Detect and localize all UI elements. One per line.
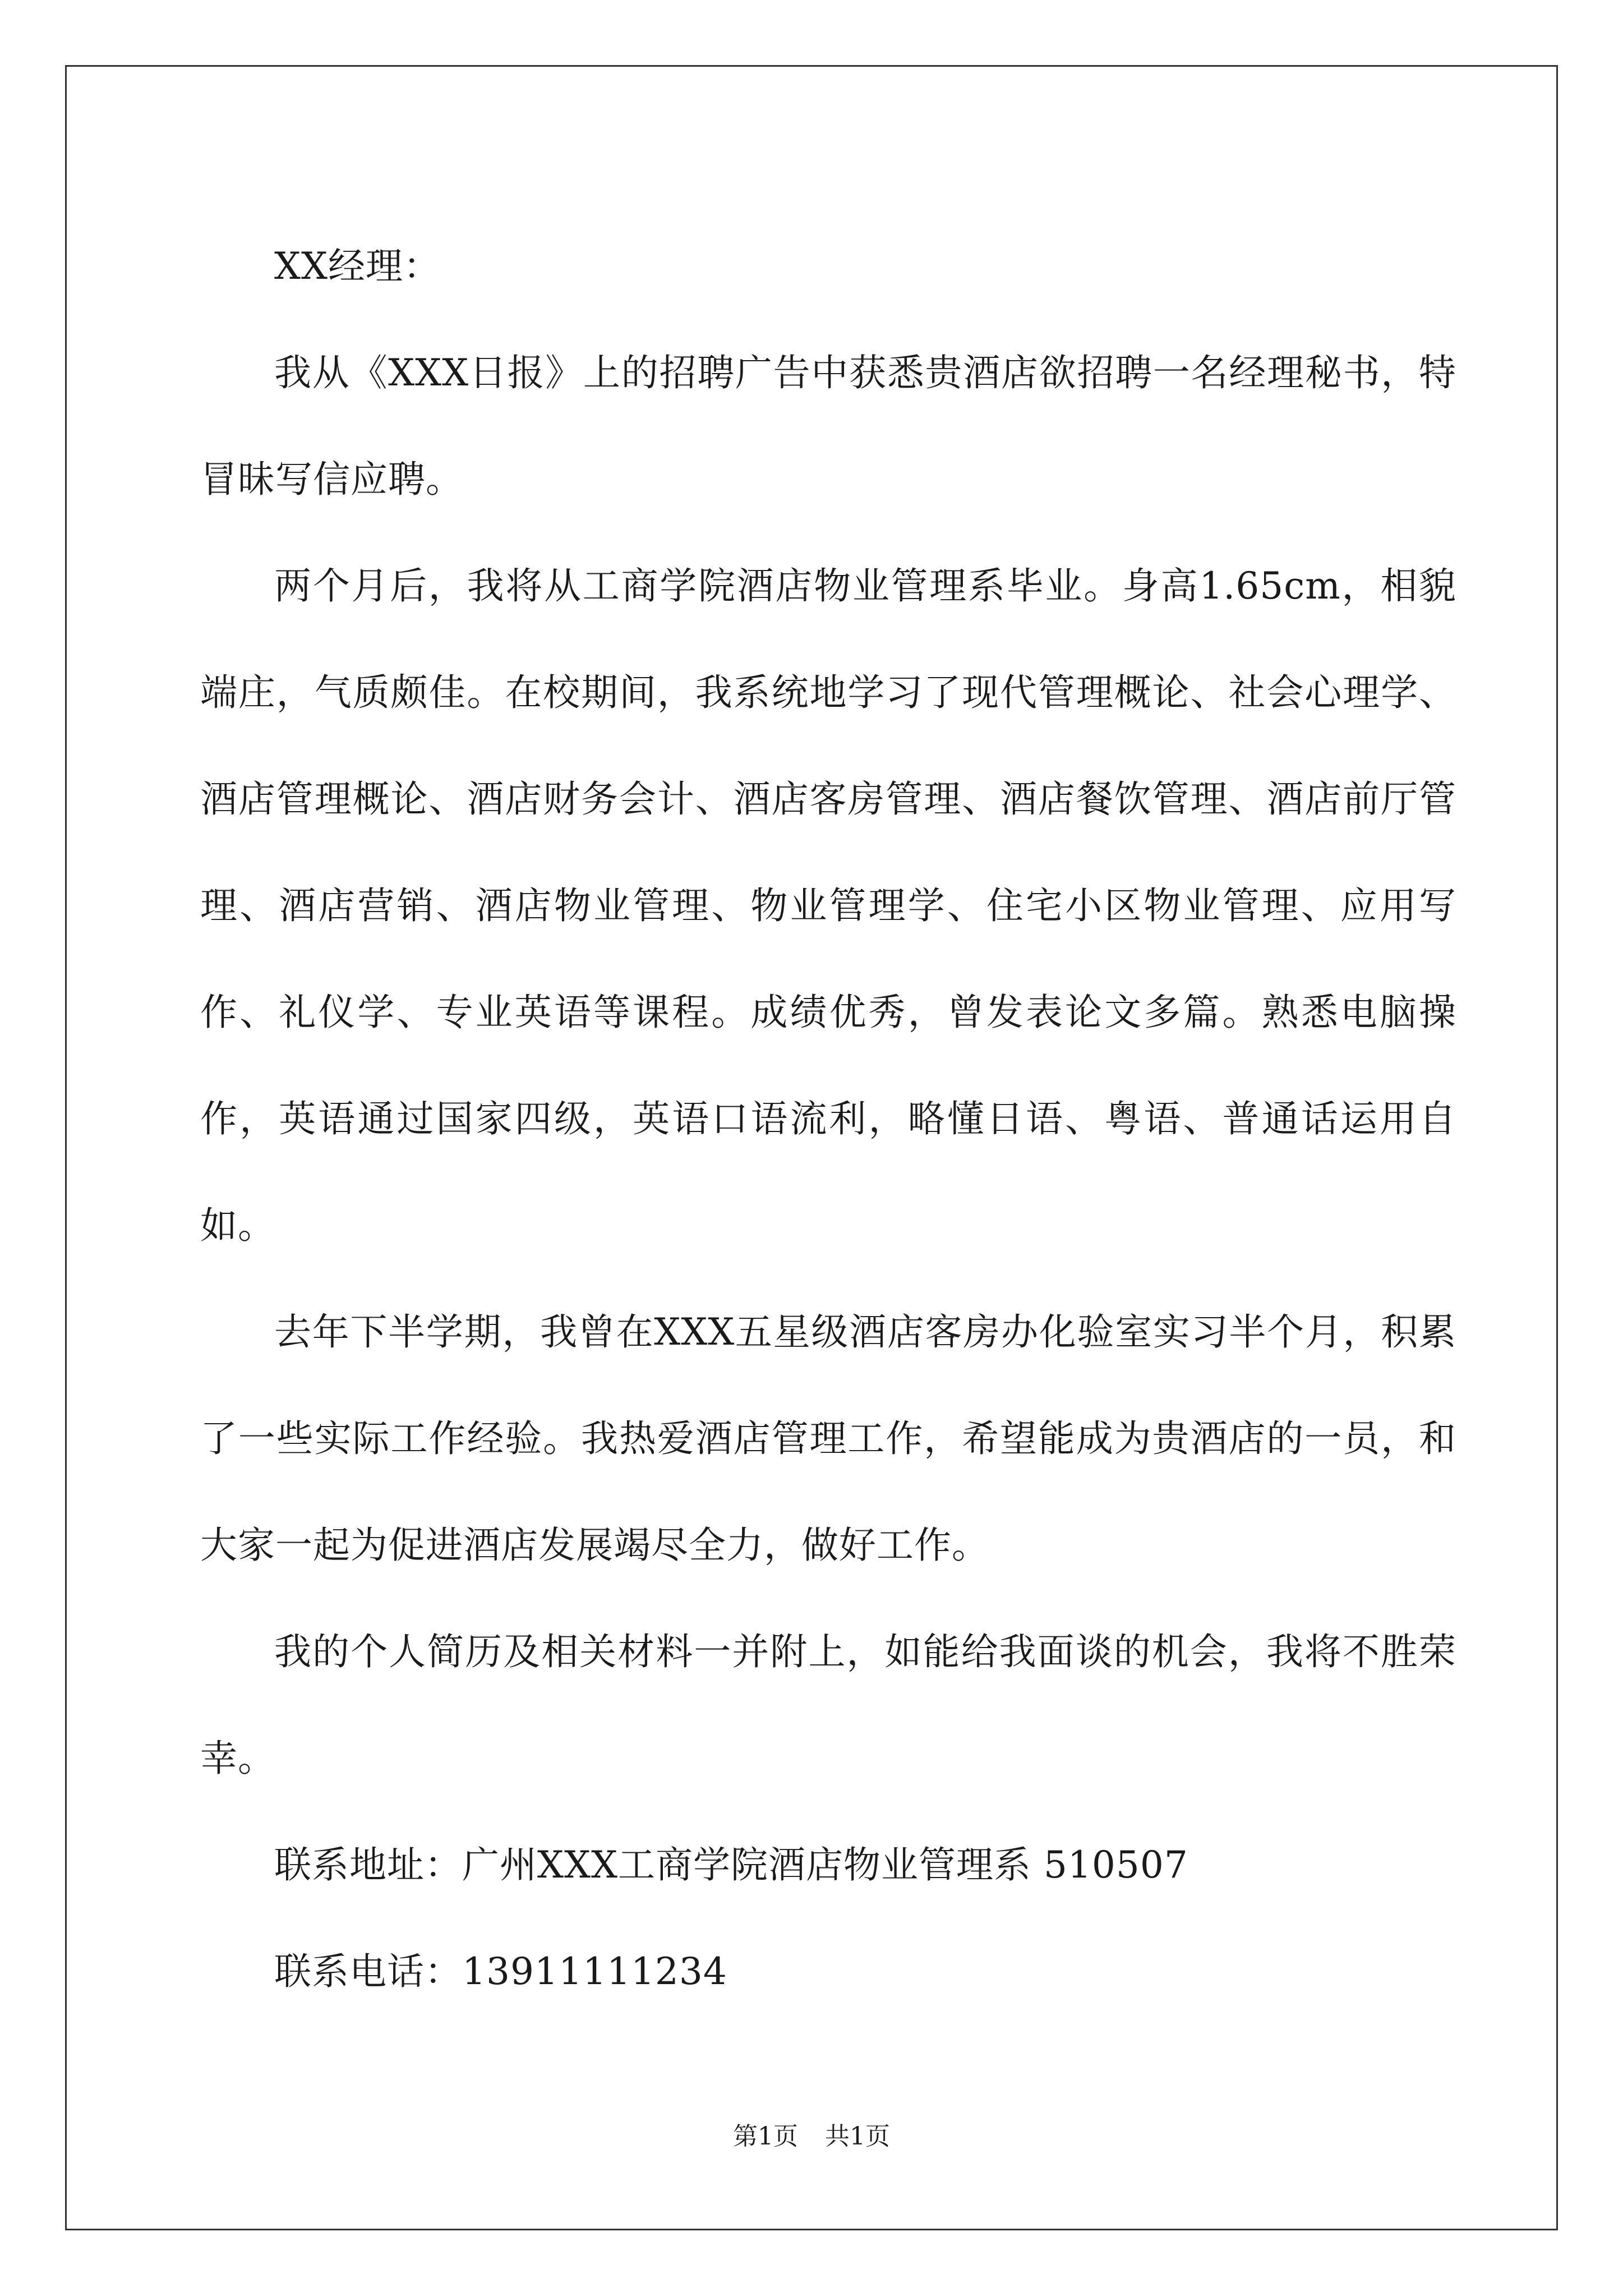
paragraph-closing: 我的个人简历及相关材料一并附上，如能给我面谈的机会，我将不胜荣幸。 <box>200 1630 1456 1780</box>
paragraph-experience: 去年下半学期，我曾在XXX五星级酒店客房办化验室实习半个月，积累了一些实际工作经验。我热爱酒店管理工作，希望能成为贵酒店的一员，和大家一起为促进酒店发展竭尽全力，做好工作。 <box>200 1310 1456 1567</box>
letter-body <box>200 213 1456 2025</box>
paragraph-education: 两个月后，我将从工商学院酒店物业管理系毕业。身高1.65cm，相貌端庄，气质颇佳。在校期间，我系统地学习了现代管理概论、社会心理学、酒店管理概论、酒店财务会计、酒店客房管理、酒店餐饮管理、酒店前厅管理、酒店营销、酒店物业管理、物业管理学、住宅小区物业管理、应用写作、礼仪学、专业英语等课程。成绩优秀，曾发表论文多篇。熟悉电脑操作，英语通过国家四级，英语口语流利，略懂日语、粤语、普通话运用自如。 <box>200 564 1456 1247</box>
salutation: XX经理： <box>274 245 441 288</box>
page-number: 第1页 <box>733 2122 798 2151</box>
contact-address: 联系地址：广州XXX工商学院酒店物业管理系 510507 <box>274 1843 1188 1887</box>
contact-phone: 联系电话：13911111234 <box>274 1950 727 1993</box>
page-total: 共1页 <box>825 2122 890 2151</box>
page-footer <box>0 2116 1623 2152</box>
paragraph-intro: 我从《XXX日报》上的招聘广告中获悉贵酒店欲招聘一名经理秘书，特冒昧写信应聘。 <box>200 351 1456 501</box>
